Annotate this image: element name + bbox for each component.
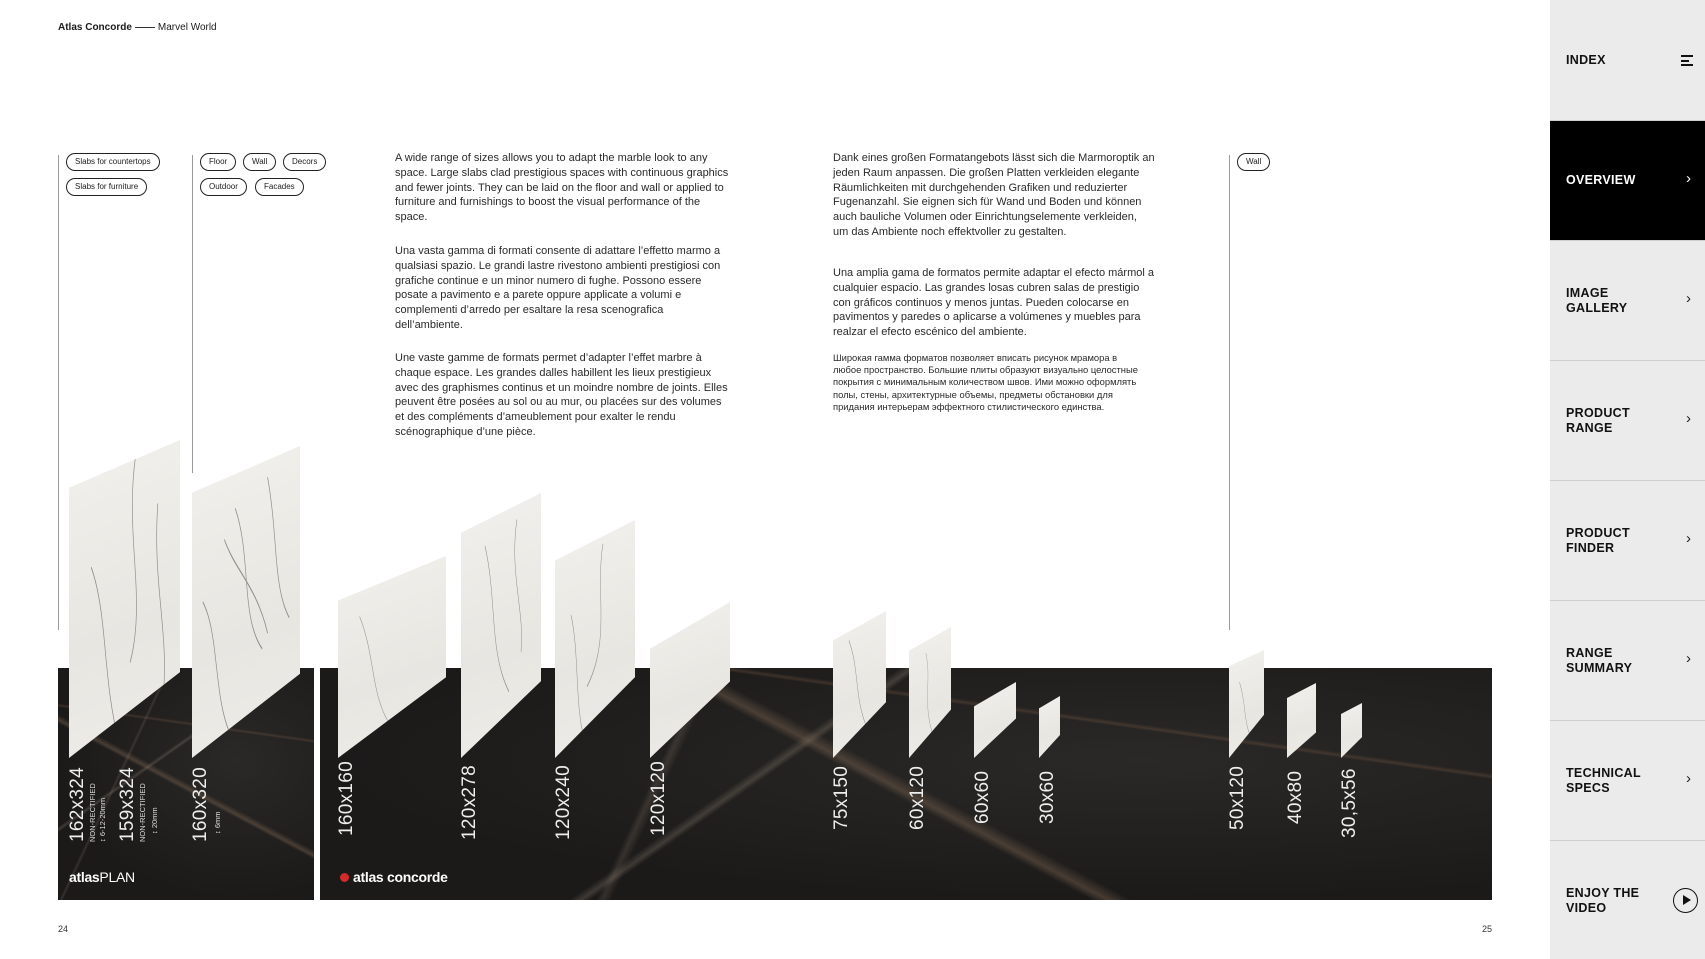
format-thickness: ↕ 6-12-20mm <box>98 797 107 842</box>
atlasconcorde-logo: atlas concorde <box>340 869 448 885</box>
tag-wall: Wall <box>243 153 276 171</box>
format-label: 50x120 <box>1227 765 1248 830</box>
nav-item-overview[interactable] <box>1550 120 1705 240</box>
brand-name: Atlas Concorde <box>58 22 132 33</box>
chevron-right-icon: › <box>1686 170 1691 187</box>
logo-mark-icon <box>340 873 349 882</box>
format-thickness: ↕ 20mm <box>150 807 159 834</box>
format-label: 30x60 <box>1037 770 1058 824</box>
tag-wall-right: Wall <box>1237 153 1270 171</box>
format-label: 120x120 <box>648 760 669 836</box>
page-number-left: 24 <box>58 924 69 934</box>
nav-item-range-summary[interactable] <box>1550 600 1705 720</box>
nav-item-technical-specs[interactable] <box>1550 720 1705 840</box>
page-number-right: 25 <box>1482 924 1493 934</box>
tag-outdoor: Outdoor <box>200 178 247 196</box>
format-label: 60x120 <box>907 765 928 830</box>
format-finish: NON-RECTIFIED <box>88 783 97 842</box>
divider-line <box>192 155 193 473</box>
paragraph-ru: Широкая гамма форматов позволяет вписать рисунок мрамора в любое пространство. Большие плиты образуют визуально целостные покрытия с минимальным количеством швов. Ими можно оформлять полы, стены, архитектурные объемы, предметы обстановки для придания интерьерам эффектного стилистического единства. <box>833 352 1138 412</box>
nav-item-product-finder[interactable] <box>1550 480 1705 600</box>
menu-icon <box>1681 55 1693 69</box>
nav-item-label: PRODUCT FINDER <box>1566 526 1630 555</box>
tag-decors: Decors <box>283 153 326 171</box>
atlasplan-logo: atlasPLAN <box>69 869 135 885</box>
chevron-right-icon: › <box>1686 530 1691 547</box>
nav-item-product-range[interactable] <box>1550 360 1705 480</box>
nav-item-index[interactable] <box>1550 0 1705 120</box>
nav-item-label: RANGE SUMMARY <box>1566 646 1633 675</box>
divider-line <box>1229 155 1230 630</box>
tag-facades: Facades <box>255 178 304 196</box>
tag-slabs-countertops: Slabs for countertops <box>66 153 160 171</box>
nav-item-image-gallery[interactable] <box>1550 240 1705 360</box>
divider-line <box>58 155 59 630</box>
tag-slabs-furniture: Slabs for furniture <box>66 178 147 196</box>
nav-item-label: ENJOY THE VIDEO <box>1566 886 1640 915</box>
format-label: 120x278 <box>459 764 480 840</box>
nav-item-label: INDEX <box>1566 53 1606 67</box>
nav-item-label: IMAGE GALLERY <box>1566 286 1628 315</box>
format-label: 120x240 <box>553 764 574 840</box>
format-finish: NON-RECTIFIED <box>138 783 147 842</box>
paragraph-de: Dank eines großen Formatangebots lässt sich die Marmoroptik an jeden Raum anpassen. Die großen Platten verkleiden elegante Räumlichkeiten mit durchgehenden Grafiken und reduzierter Fugenanzahl. Sie eignen sich für Wand und Boden und können auch bauliche Volumen oder Einrichtungselemente verkleiden, um das Ambiente noch effektvoller zu gestalten. <box>833 152 1155 238</box>
play-icon <box>1673 888 1698 913</box>
format-label: 160x320 <box>190 766 211 842</box>
chevron-right-icon: › <box>1686 770 1691 787</box>
side-navigation <box>1550 0 1705 959</box>
paragraph-es: Una amplia gama de formatos permite adaptar el efecto mármol a cualquier espacio. Las grandes losas cubren salas de prestigio con gráficos continuos y menos juntas. Pueden colocarse en pavimentos y paredes o aplicarse a volúmenes y muebles para realzar el efecto escénico del ambiente. <box>833 267 1154 339</box>
collection-name: Marvel World <box>157 22 217 33</box>
nav-item-label: PRODUCT RANGE <box>1566 406 1630 435</box>
format-label: 75x150 <box>831 765 852 830</box>
format-label: 40x80 <box>1285 770 1306 824</box>
format-label: 60x60 <box>972 770 993 824</box>
format-label: 162x324 <box>67 766 88 842</box>
nav-item-label: TECHNICAL SPECS <box>1566 766 1641 795</box>
paragraph-it: Una vasta gamma di formati consente di adattare l’effetto marmo a qualsiasi spazio. Le grandi lastre rivestono ambienti prestigiosi con grafiche continue e un minor numero di fughe. Possono essere posate a pavimento e a parete oppure applicate a volumi e complementi d’arredo per esaltare la resa scenografica dell’ambiente. <box>395 245 721 331</box>
format-label: 160x160 <box>336 760 357 836</box>
format-label: 159x324 <box>117 766 138 842</box>
nav-item-label: OVERVIEW <box>1566 173 1636 187</box>
format-thickness: ↕ 6mm <box>213 811 222 834</box>
paragraph-fr: Une vaste gamme de formats permet d’adapter l’effet marbre à chaque espace. Les grandes dalles habillent les lieux prestigieux avec des graphismes continus et un moindre nombre de joints. Elles peuvent être posées au sol ou au mur, ou placées sur des volumes et des compléments d’ameublement pour exalter le rendu scénographique d’une pièce. <box>395 352 728 438</box>
format-label: 30,5x56 <box>1339 768 1360 838</box>
nav-item-enjoy-the-video[interactable] <box>1550 840 1705 959</box>
chevron-right-icon: › <box>1686 290 1691 307</box>
tag-floor: Floor <box>200 153 236 171</box>
header-dash <box>135 27 155 28</box>
running-header <box>58 22 217 33</box>
chevron-right-icon: › <box>1686 410 1691 427</box>
paragraph-en: A wide range of sizes allows you to adapt the marble look to any space. Large slabs clad prestigious spaces with continuous graphics and fewer joints. They can be laid on the floor and wall or applied to furniture and furnishings to boost the visual performance of the space. <box>395 152 729 224</box>
chevron-right-icon: › <box>1686 650 1691 667</box>
